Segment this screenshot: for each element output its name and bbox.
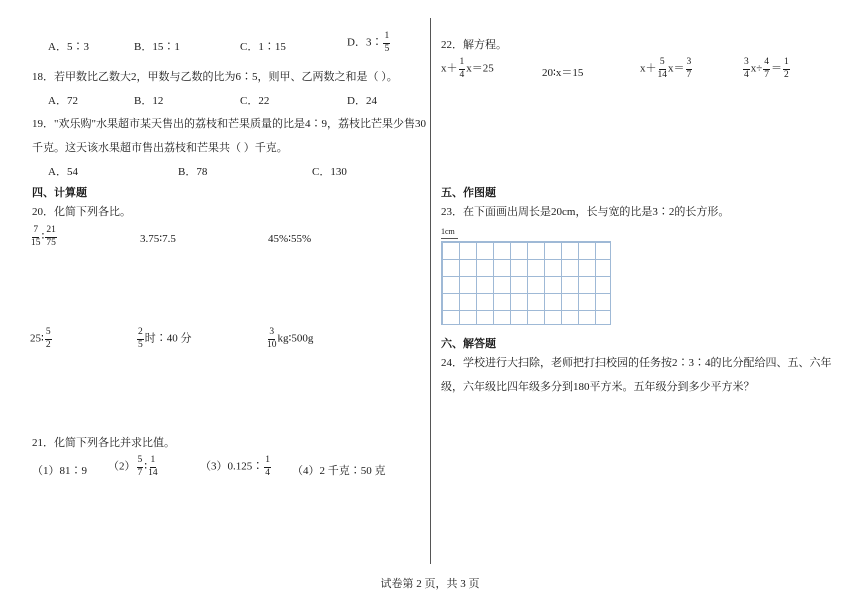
page-footer: 试卷第 2 页，共 3 页 bbox=[380, 578, 480, 590]
fraction: $\frac{1}{5}$ bbox=[384, 31, 390, 54]
q18-option-a: A．72 bbox=[48, 95, 78, 107]
q24-line2: 级，六年级比四年级多分到180平方米。五年级分到多少平方米？ bbox=[441, 381, 755, 393]
q23-text: 23．在下面画出周长是20cm，长与宽的比是3∶2的长方形。 bbox=[441, 206, 730, 218]
q17-option-d: D．3∶ $\frac{1}{5}$ bbox=[347, 31, 390, 54]
grid-unit-label: 1cm bbox=[441, 227, 455, 236]
q21-text: 21．化简下列各比并求比值。 bbox=[32, 437, 175, 449]
drawing-grid[interactable] bbox=[441, 241, 611, 325]
q18-option-b: B．12 bbox=[134, 95, 164, 107]
q22-equation-2: 20∶x＝15 bbox=[542, 67, 584, 79]
q21-part-4: （4）2 千克∶50 克 bbox=[292, 465, 386, 477]
q18-option-c: C．22 bbox=[240, 95, 270, 107]
q22-equation-3: x＋ $\frac{5}{14}$ x＝ $\frac{3}{7}$ bbox=[640, 57, 692, 80]
q20-expr-2: 3.75∶7.5 bbox=[140, 233, 176, 245]
q20-expr-4: 25∶ $\frac{5}{2}$ bbox=[30, 327, 51, 350]
q22-equation-4: $\frac{3}{4}$ x÷ $\frac{4}{7}$ ＝ $\frac{1}{2}$ bbox=[744, 57, 789, 80]
q21-part-1: （1）81∶9 bbox=[32, 465, 87, 477]
q24-line1: 24．学校进行大扫除，老师把打扫校园的任务按2∶3∶4的比分配给四、五、六年 bbox=[441, 357, 832, 369]
q20-expr-3: 45%∶55% bbox=[268, 233, 312, 245]
q20-expr-1: $\frac{7}{15}$ ∶ $\frac{21}{75}$ bbox=[31, 225, 56, 248]
q17-option-b: B．15∶1 bbox=[134, 41, 180, 53]
q21-part-3: （3）0.125∶ $\frac{1}{4}$ bbox=[200, 455, 270, 478]
q20-expr-6: $\frac{3}{10}$ kg∶500g bbox=[267, 327, 314, 350]
grid-unit-marker bbox=[441, 238, 458, 239]
section-heading-calc: 四、计算题 bbox=[32, 187, 87, 199]
q19-line1: 19．"欢乐购"水果超市某天售出的荔枝和芒果质量的比是4∶9，荔枝比芒果少售30 bbox=[32, 118, 426, 130]
q19-line2: 千克。这天该水果超市售出荔枝和芒果共（ ）千克。 bbox=[32, 142, 288, 154]
q18-text: 18．若甲数比乙数大2，甲数与乙数的比为6∶5，则甲、乙两数之和是（ ）。 bbox=[32, 71, 398, 83]
q19-option-c: C．130 bbox=[312, 166, 347, 178]
q22-equation-1: x＋ $\frac{1}{4}$ x＝25 bbox=[441, 57, 494, 80]
q19-option-a: A．54 bbox=[48, 166, 78, 178]
q18-option-d: D．24 bbox=[347, 95, 377, 107]
q17-option-a: A．5∶3 bbox=[48, 41, 89, 53]
q22-text: 22．解方程。 bbox=[441, 39, 507, 51]
section-heading-drawing: 五、作图题 bbox=[441, 187, 496, 199]
q20-text: 20．化简下列各比。 bbox=[32, 206, 131, 218]
section-heading-answers: 六、解答题 bbox=[441, 338, 496, 350]
column-divider bbox=[430, 18, 431, 564]
q19-option-b: B．78 bbox=[178, 166, 208, 178]
q17-option-c: C．1∶15 bbox=[240, 41, 286, 53]
q20-expr-5: $\frac{2}{5}$ 时∶40 分 bbox=[138, 327, 192, 350]
q21-part-2: （2） $\frac{5}{7}$ ∶ $\frac{1}{14}$ bbox=[108, 455, 158, 478]
